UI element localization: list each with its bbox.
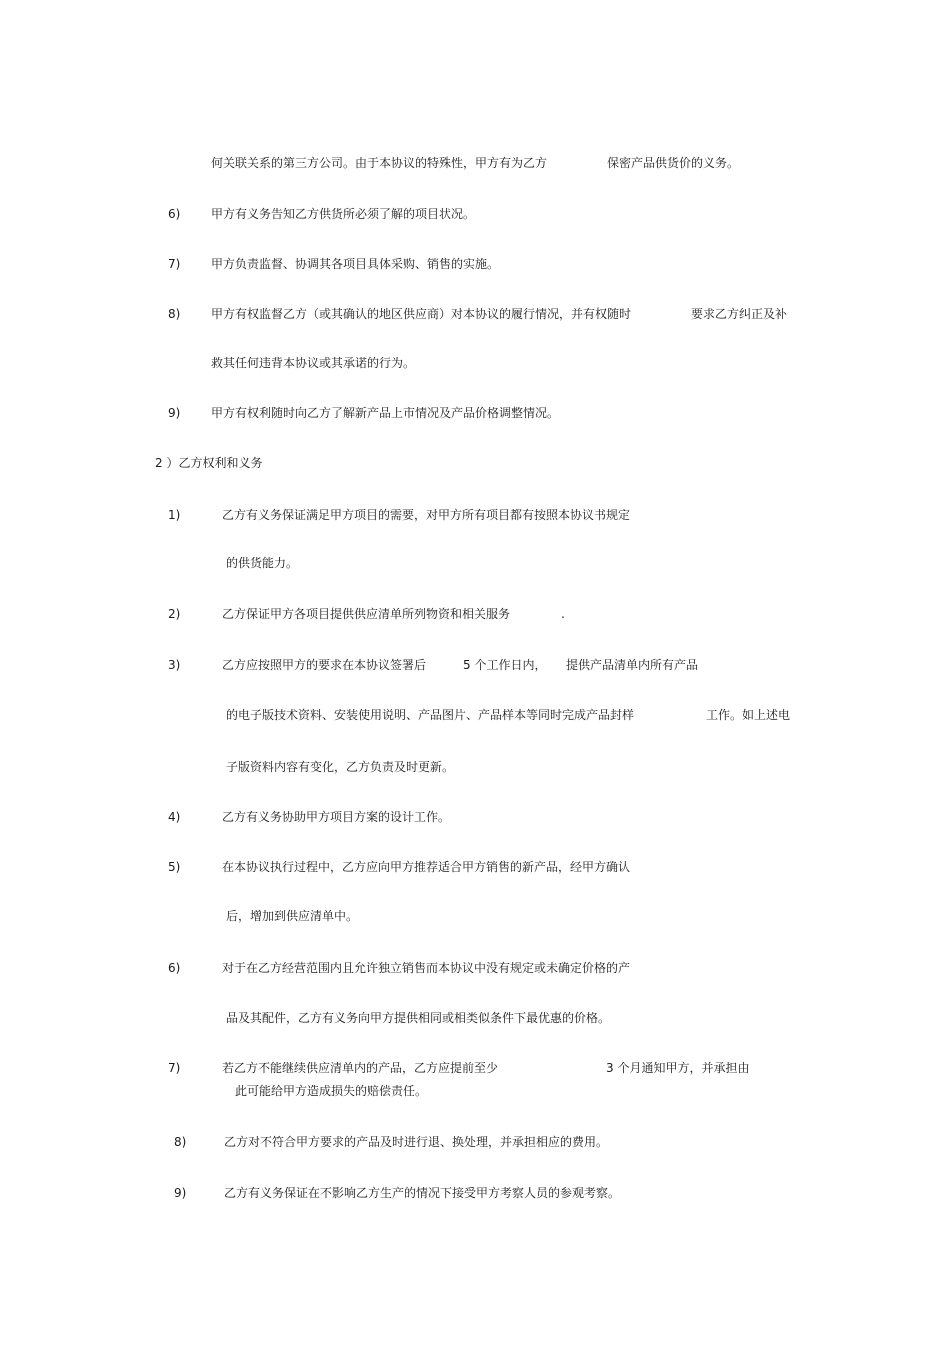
list-item-text: 甲方有权监督乙方（或其确认的地区供应商）对本协议的履行情况，并有权随时: [211, 307, 632, 321]
list-item-text: 甲方负责监督、协调其各项目具体采购、销售的实施。: [211, 257, 500, 271]
list-item-text: 的电子版技术资料、安装使用说明、产品图片、产品样本等同时完成产品封样: [226, 708, 635, 722]
item-number: 9): [168, 406, 181, 420]
paragraph-line: 保密产品供货价的义务。: [607, 156, 740, 170]
list-item-text: 此可能给甲方造成损失的赔偿责任。: [235, 1084, 428, 1098]
list-item-text: 乙方有义务保证在不影响乙方生产的情况下接受甲方考察人员的参观考察。: [224, 1186, 621, 1200]
item-number: 7): [168, 257, 181, 271]
item-number: 8): [168, 307, 181, 321]
item-number: 5): [168, 860, 181, 874]
list-item-text: 乙方保证甲方各项目提供供应清单所列物资和相关服务: [222, 607, 511, 621]
item-number: 6): [168, 961, 181, 975]
list-item-text: 救其任何违背本协议或其承诺的行为。: [211, 356, 416, 370]
list-item-text: 要求乙方纠正及补: [691, 307, 788, 321]
list-item-text: 甲方有义务告知乙方供货所必须了解的项目状况。: [211, 207, 476, 221]
list-item-text: 工作。如上述电: [706, 708, 791, 722]
list-item-text: 品及其配件，乙方有义务向甲方提供相同或相类似条件下最优惠的价格。: [226, 1011, 611, 1025]
paragraph-line: 何关联关系的第三方公司。由于本协议的特殊性，甲方有为乙方: [211, 156, 548, 170]
list-item-text: 对于在乙方经营范围内且允许独立销售而本协议中没有规定或未确定价格的产: [222, 961, 631, 975]
list-item-text: 在本协议执行过程中，乙方应向甲方推荐适合甲方销售的新产品，经甲方确认: [222, 860, 631, 874]
list-item-text: 的供货能力。: [226, 556, 299, 570]
list-item-text: 后，增加到供应清单中。: [226, 909, 359, 923]
list-item-text: 5 个工作日内，: [463, 658, 547, 672]
item-number: 9): [174, 1186, 187, 1200]
list-item-text: 子版资料内容有变化，乙方负责及时更新。: [226, 760, 455, 774]
item-number: 6): [168, 207, 181, 221]
item-number: 3): [168, 658, 181, 672]
list-item-text: 若乙方不能继续供应清单内的产品，乙方应提前至少: [222, 1061, 499, 1075]
item-number: 1): [168, 508, 181, 522]
list-item-text: .: [561, 607, 565, 621]
item-number: 4): [168, 810, 181, 824]
list-item-text: 乙方有义务协助甲方项目方案的设计工作。: [222, 810, 451, 824]
list-item-text: 甲方有权利随时向乙方了解新产品上市情况及产品价格调整情况。: [211, 406, 560, 420]
section-heading: 2 ）乙方权利和义务: [155, 456, 263, 470]
list-item-text: 乙方对不符合甲方要求的产品及时进行退、换处理，并承担相应的费用。: [224, 1135, 609, 1149]
item-number: 7): [168, 1061, 181, 1075]
list-item-text: 提供产品清单内所有产品: [566, 658, 699, 672]
item-number: 8): [174, 1135, 187, 1149]
list-item-text: 3 个月通知甲方，并承担由: [606, 1061, 750, 1075]
list-item-text: 乙方应按照甲方的要求在本协议签署后: [222, 658, 427, 672]
list-item-text: 乙方有义务保证满足甲方项目的需要，对甲方所有项目都有按照本协议书规定: [222, 508, 631, 522]
item-number: 2): [168, 607, 181, 621]
